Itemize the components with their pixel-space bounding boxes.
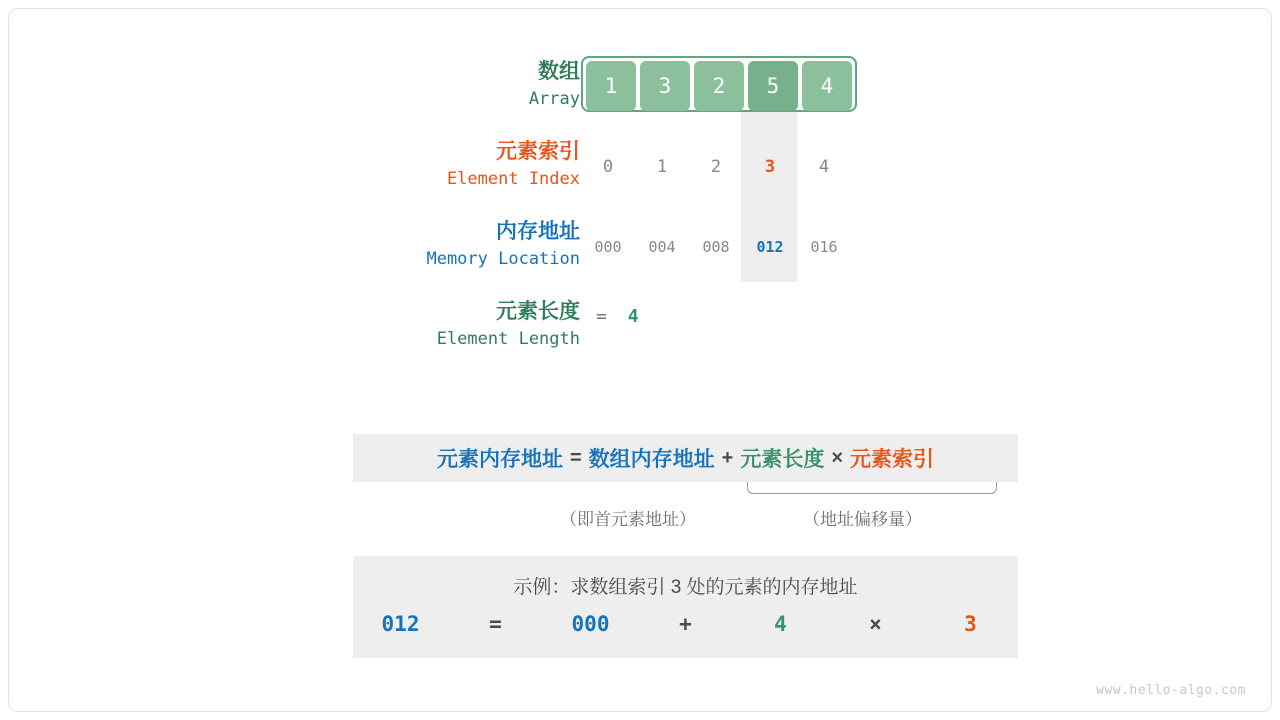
label-length-cn: 元素长度	[496, 300, 580, 323]
array-cell: 4	[802, 61, 852, 111]
label-memory	[426, 218, 580, 272]
label-length-en: Element Length	[436, 329, 580, 349]
array-cell: 3	[640, 61, 690, 111]
label-memory-cn: 内存地址	[496, 220, 580, 243]
array-container	[581, 56, 857, 112]
index-value: 2	[710, 157, 722, 177]
formula-times: ×	[831, 446, 844, 469]
index-row	[581, 152, 851, 182]
element-length-value: 4	[627, 306, 639, 327]
formula-element-index: 元素索引	[850, 448, 935, 471]
formula-equals: =	[569, 446, 582, 469]
formula-target: 元素内存地址	[436, 448, 563, 471]
label-memory-en: Memory Location	[426, 249, 580, 269]
array-cell: 2	[694, 61, 744, 111]
example-result: 012	[381, 612, 420, 636]
note-base-address: （即首元素地址）	[560, 510, 696, 529]
memory-value: 016	[810, 238, 838, 256]
label-index-en: Element Index	[446, 169, 580, 189]
label-array-en: Array	[528, 89, 580, 109]
label-array	[529, 58, 580, 112]
example-element-length: 4	[774, 612, 787, 636]
example-base-address: 000	[571, 612, 610, 636]
element-length-row	[596, 306, 639, 327]
formula-plus: +	[721, 446, 734, 469]
element-length-equals: =	[596, 306, 607, 327]
example-plus: +	[679, 612, 692, 636]
example-panel	[353, 556, 1018, 658]
watermark: www.hello-algo.com	[1096, 683, 1246, 698]
example-equation	[353, 612, 1018, 636]
array-cell: 1	[586, 61, 636, 111]
formula-base-address: 数组内存地址	[588, 448, 715, 471]
memory-value: 000	[594, 238, 622, 256]
formula-panel	[353, 434, 1018, 482]
note-address-offset: （地址偏移量）	[803, 510, 922, 529]
example-element-index: 3	[964, 612, 977, 636]
memory-value: 004	[648, 238, 676, 256]
index-value-selected: 3	[764, 157, 776, 177]
example-title: 示例：求数组索引 3 处的元素的内存地址	[513, 577, 858, 598]
index-value: 1	[656, 157, 668, 177]
example-times: ×	[869, 612, 882, 636]
memory-value: 008	[702, 238, 730, 256]
memory-value-selected: 012	[756, 238, 784, 256]
label-array-cn: 数组	[538, 60, 580, 83]
label-index	[447, 138, 580, 192]
label-index-cn: 元素索引	[496, 140, 580, 163]
label-length	[437, 298, 580, 352]
index-value: 4	[818, 157, 830, 177]
formula-element-length: 元素长度	[740, 448, 825, 471]
memory-row	[581, 232, 851, 262]
offset-brace	[747, 482, 997, 494]
array-cell-selected: 5	[748, 61, 798, 111]
example-equals: =	[489, 612, 502, 636]
index-value: 0	[602, 157, 614, 177]
